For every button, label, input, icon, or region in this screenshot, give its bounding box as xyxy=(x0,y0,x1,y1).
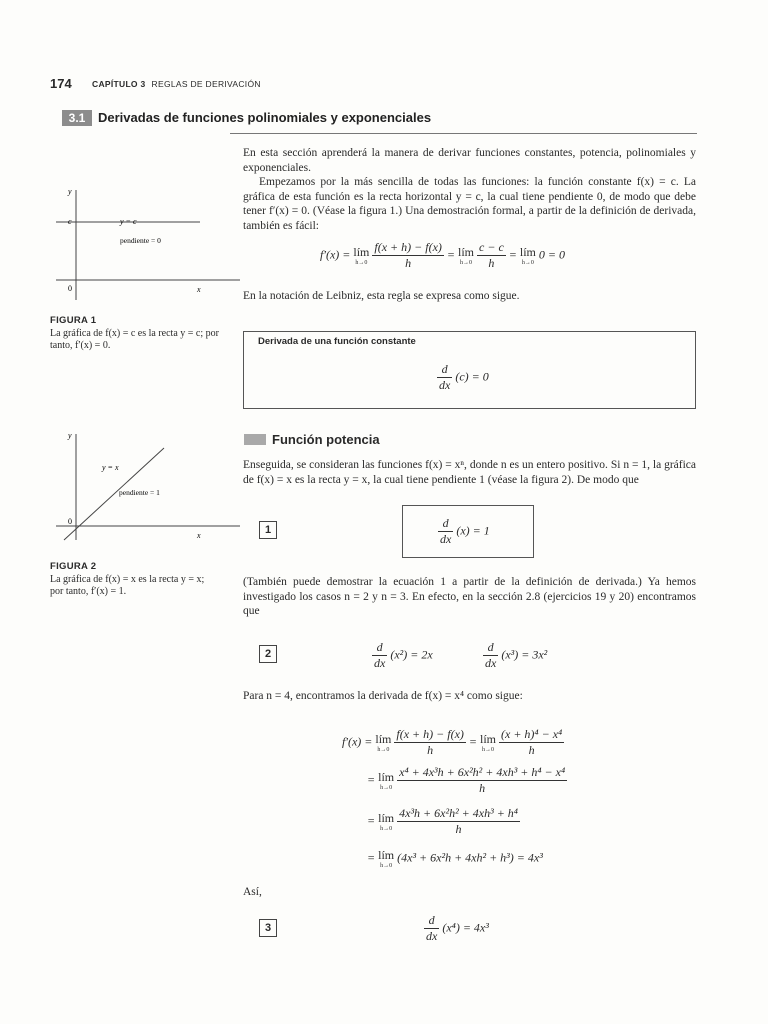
intro-paragraph-2: Empezamos por la más sencilla de todas las funciones: la función constante f(x) = c. La gráfica de esta función es la recta horizontal y = c, la cual tiene pendiente 0, de modo que debe tener f′(x) = 0. (Véase la figura 1.) Una demostración formal, a partir de la definición de derivada, también es fácil: xyxy=(243,176,696,232)
limit-operator: lím h→0 xyxy=(378,811,395,832)
slope-label: pendiente = 1 xyxy=(119,488,160,497)
limit-operator: lím h→0 xyxy=(458,245,475,266)
equation-3-number: 3 xyxy=(259,919,277,937)
fraction: $\frac{\text{x⁴ + 4x³h + 6x²h² + 4xh³ + h⁴ − x⁴}}{h}$ xyxy=(399,765,566,795)
fraction: $\frac{f(x + h) - f(x)}{h}$ xyxy=(396,727,464,757)
x-axis-label: x xyxy=(197,531,201,540)
limit-operator: lím h→0 xyxy=(378,848,395,869)
section-divider xyxy=(230,133,697,134)
x-axis-label: x xyxy=(197,285,201,294)
equation-3: $\frac{d}{dx}$ (x⁴) = 4x³ xyxy=(426,913,489,943)
figure-2-label: FIGURA 2 xyxy=(50,561,97,572)
constant-derivative-equation: f′(x) = lím h→0 $\frac{f(x + h) - f(x)}{h}$ = lím h→0 $\frac{c - c}{h}$ = lím h→0 0 = 0 xyxy=(320,240,565,270)
rule-box-title: Derivada de una función constante xyxy=(258,336,416,347)
equation-1-number: 1 xyxy=(259,521,277,539)
constant-rule-formula: $\frac{d}{dx}$ (c) = 0 xyxy=(439,362,489,392)
figure-1-label: FIGURA 1 xyxy=(50,315,97,326)
origin-label: 0 xyxy=(68,284,72,293)
fraction: $\frac{\text{4x³h + 6x²h² + 4xh³ + h⁴}}{h}$ xyxy=(399,806,518,836)
c-label: c xyxy=(68,217,72,226)
derivation-line-3: = lím h→0 $\frac{\text{4x³h + 6x²h² + 4xh³ + h⁴}}{h}$ xyxy=(367,806,518,836)
fraction: $\frac{f(x + h) - f(x)}{h}$ xyxy=(374,240,442,270)
subsection-title: Función potencia xyxy=(272,432,380,447)
figure-1-caption: La gráfica de f(x) = c es la recta y = c; por tanto, f′(x) = 0. xyxy=(50,327,219,351)
equation-1: $\frac{d}{dx}$ (x) = 1 xyxy=(440,516,490,546)
equation-2b: $\frac{d}{dx}$ (x³) = 3x² xyxy=(485,640,548,670)
limit-operator: lím h→0 xyxy=(480,732,497,753)
d-dx: $\frac{d}{dx}$ xyxy=(439,362,451,392)
fraction: $\frac{c - c}{h}$ xyxy=(479,240,504,270)
figure-1-graph xyxy=(40,180,240,310)
derivation-line-4: = lím h→0 (4x³ + 6x²h + 4xh² + h³) = 4x³ xyxy=(367,848,543,869)
limit-operator: lím h→0 xyxy=(375,732,392,753)
y-axis-label: y xyxy=(68,187,72,196)
chapter-title: REGLAS DE DERIVACIÓN xyxy=(151,79,261,89)
d-dx: $\frac{d}{dx}$ xyxy=(485,640,497,670)
page-number: 174 xyxy=(50,76,72,91)
d-dx: $\frac{d}{dx}$ xyxy=(440,516,452,546)
origin-label: 0 xyxy=(68,517,72,526)
limit-operator: lím h→0 xyxy=(353,245,370,266)
figure-2-caption: La gráfica de f(x) = x es la recta y = x; por tanto, f′(x) = 1. xyxy=(50,573,205,597)
line-label: y = c xyxy=(120,217,137,226)
section-number-badge: 3.1 xyxy=(62,110,92,126)
power-paragraph-3: Para n = 4, encontramos la derivada de f(x) = x⁴ como sigue: xyxy=(243,690,523,702)
figure-1-caption-block xyxy=(50,315,220,353)
section-title: Derivadas de funciones polinomiales y exponenciales xyxy=(98,110,432,125)
limit-operator: lím h→0 xyxy=(519,245,536,266)
y-axis-label: y xyxy=(68,431,72,440)
figure-2-caption-block xyxy=(50,561,220,599)
chapter-number: CAPÍTULO 3 xyxy=(92,79,146,89)
derivation-line-1: f′(x) = lím h→0 $\frac{f(x + h) - f(x)}{h}$ = lím h→0 $\frac{\text{(x + h)⁴ − x⁴}}{h}$ xyxy=(342,727,563,757)
eq-lhs: f′(x) = xyxy=(320,247,354,262)
chapter-header xyxy=(92,79,261,89)
fraction: $\frac{\text{(x + h)⁴ − x⁴}}{h}$ xyxy=(501,727,563,757)
power-paragraph-4: Así, xyxy=(243,886,262,898)
slope-label: pendiente = 0 xyxy=(120,236,161,245)
d-dx: $\frac{d}{dx}$ xyxy=(426,913,438,943)
d-dx: $\frac{d}{dx}$ xyxy=(374,640,386,670)
subsection-marker xyxy=(244,434,266,445)
limit-operator: lím h→0 xyxy=(378,770,395,791)
equation-2-number: 2 xyxy=(259,645,277,663)
power-paragraph-2: (También puede demostrar la ecuación 1 a partir de la definición de derivada.) Ya hemos investigado los casos n = 2 y n = 3. En efecto, en la sección 2.8 (ejercicios 19 y 20) encontramos que xyxy=(243,576,696,617)
derivation-line-2: = lím h→0 $\frac{\text{x⁴ + 4x³h + 6x²h² + 4xh³ + h⁴ − x⁴}}{h}$ xyxy=(367,765,566,795)
equation-2a: $\frac{d}{dx}$ (x²) = 2x xyxy=(374,640,433,670)
leibniz-paragraph: En la notación de Leibniz, esta regla se expresa como sigue. xyxy=(243,290,520,302)
line-label: y = x xyxy=(102,463,119,472)
intro-paragraph-1: En esta sección aprenderá la manera de derivar funciones constantes, potencia, polinomiales y exponenciales. xyxy=(243,147,696,174)
figure-2-graph xyxy=(40,428,240,548)
power-paragraph-1: Enseguida, se consideran las funciones f(x) = xⁿ, donde n es un entero positivo. Si n = 1, la gráfica de f(x) = x es la recta y = x, la cual tiene pendiente 1 (véase la figura 2). De modo que xyxy=(243,459,696,486)
